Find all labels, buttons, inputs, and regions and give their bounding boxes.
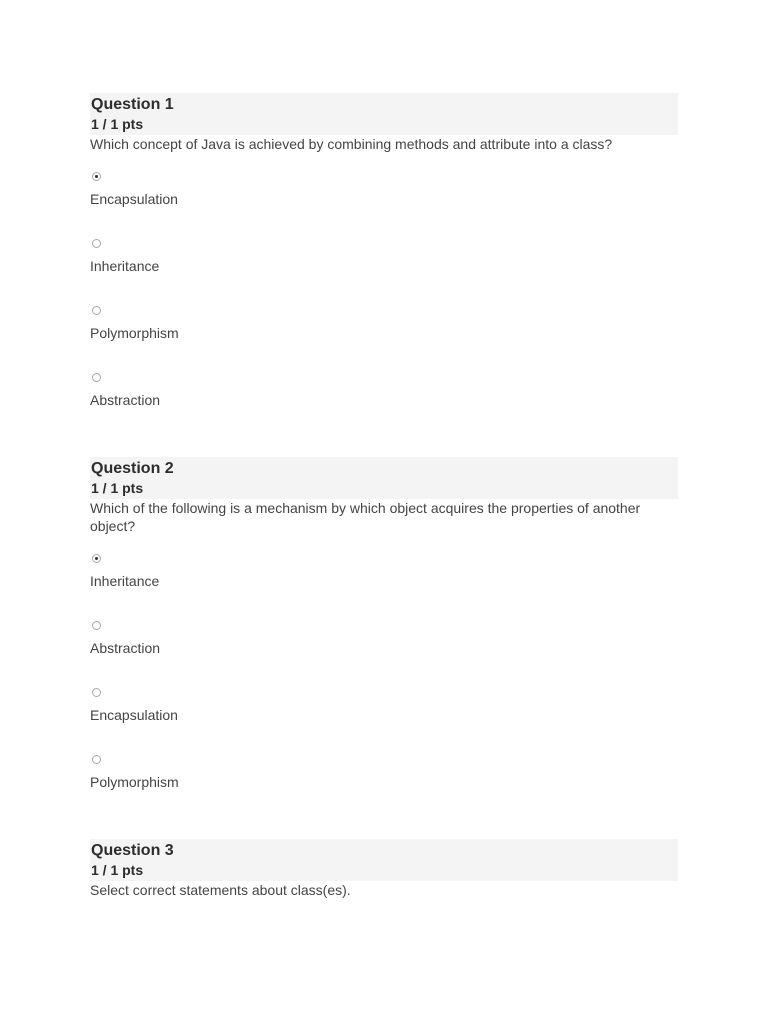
question-points: 1 / 1 pts [91,862,144,878]
radio-button[interactable] [92,172,101,181]
question-text: Which of the following is a mechanism by which object acquires the properties of another object? [90,500,641,534]
answer-label[interactable]: Encapsulation [90,707,178,723]
radio-button[interactable] [92,688,101,697]
question-3 [90,839,678,899]
radio-button[interactable] [92,306,101,315]
question-title: Question 2 [91,460,174,477]
question-header [90,457,678,499]
answer-label[interactable]: Polymorphism [90,774,179,790]
radio-button[interactable] [92,373,101,382]
question-header [90,839,678,881]
radio-button[interactable] [92,621,101,630]
question-points: 1 / 1 pts [91,116,144,132]
question-text: Select correct statements about class(es). [90,882,351,898]
answer-label[interactable]: Abstraction [90,640,161,656]
question-1 [90,93,678,408]
question-text: Which concept of Java is achieved by combining methods and attribute into a class? [90,136,613,152]
answer-label[interactable]: Inheritance [90,573,160,589]
question-points: 1 / 1 pts [91,480,144,496]
radio-button[interactable] [92,239,101,248]
radio-button[interactable] [92,554,101,563]
answer-label[interactable]: Abstraction [90,392,161,408]
question-title: Question 1 [91,96,174,113]
question-title: Question 3 [91,842,174,859]
answer-label[interactable]: Encapsulation [90,191,178,207]
question-header [90,93,678,135]
answer-label[interactable]: Inheritance [90,258,160,274]
answer-label[interactable]: Polymorphism [90,325,179,341]
radio-button[interactable] [92,755,101,764]
question-2 [90,457,678,790]
